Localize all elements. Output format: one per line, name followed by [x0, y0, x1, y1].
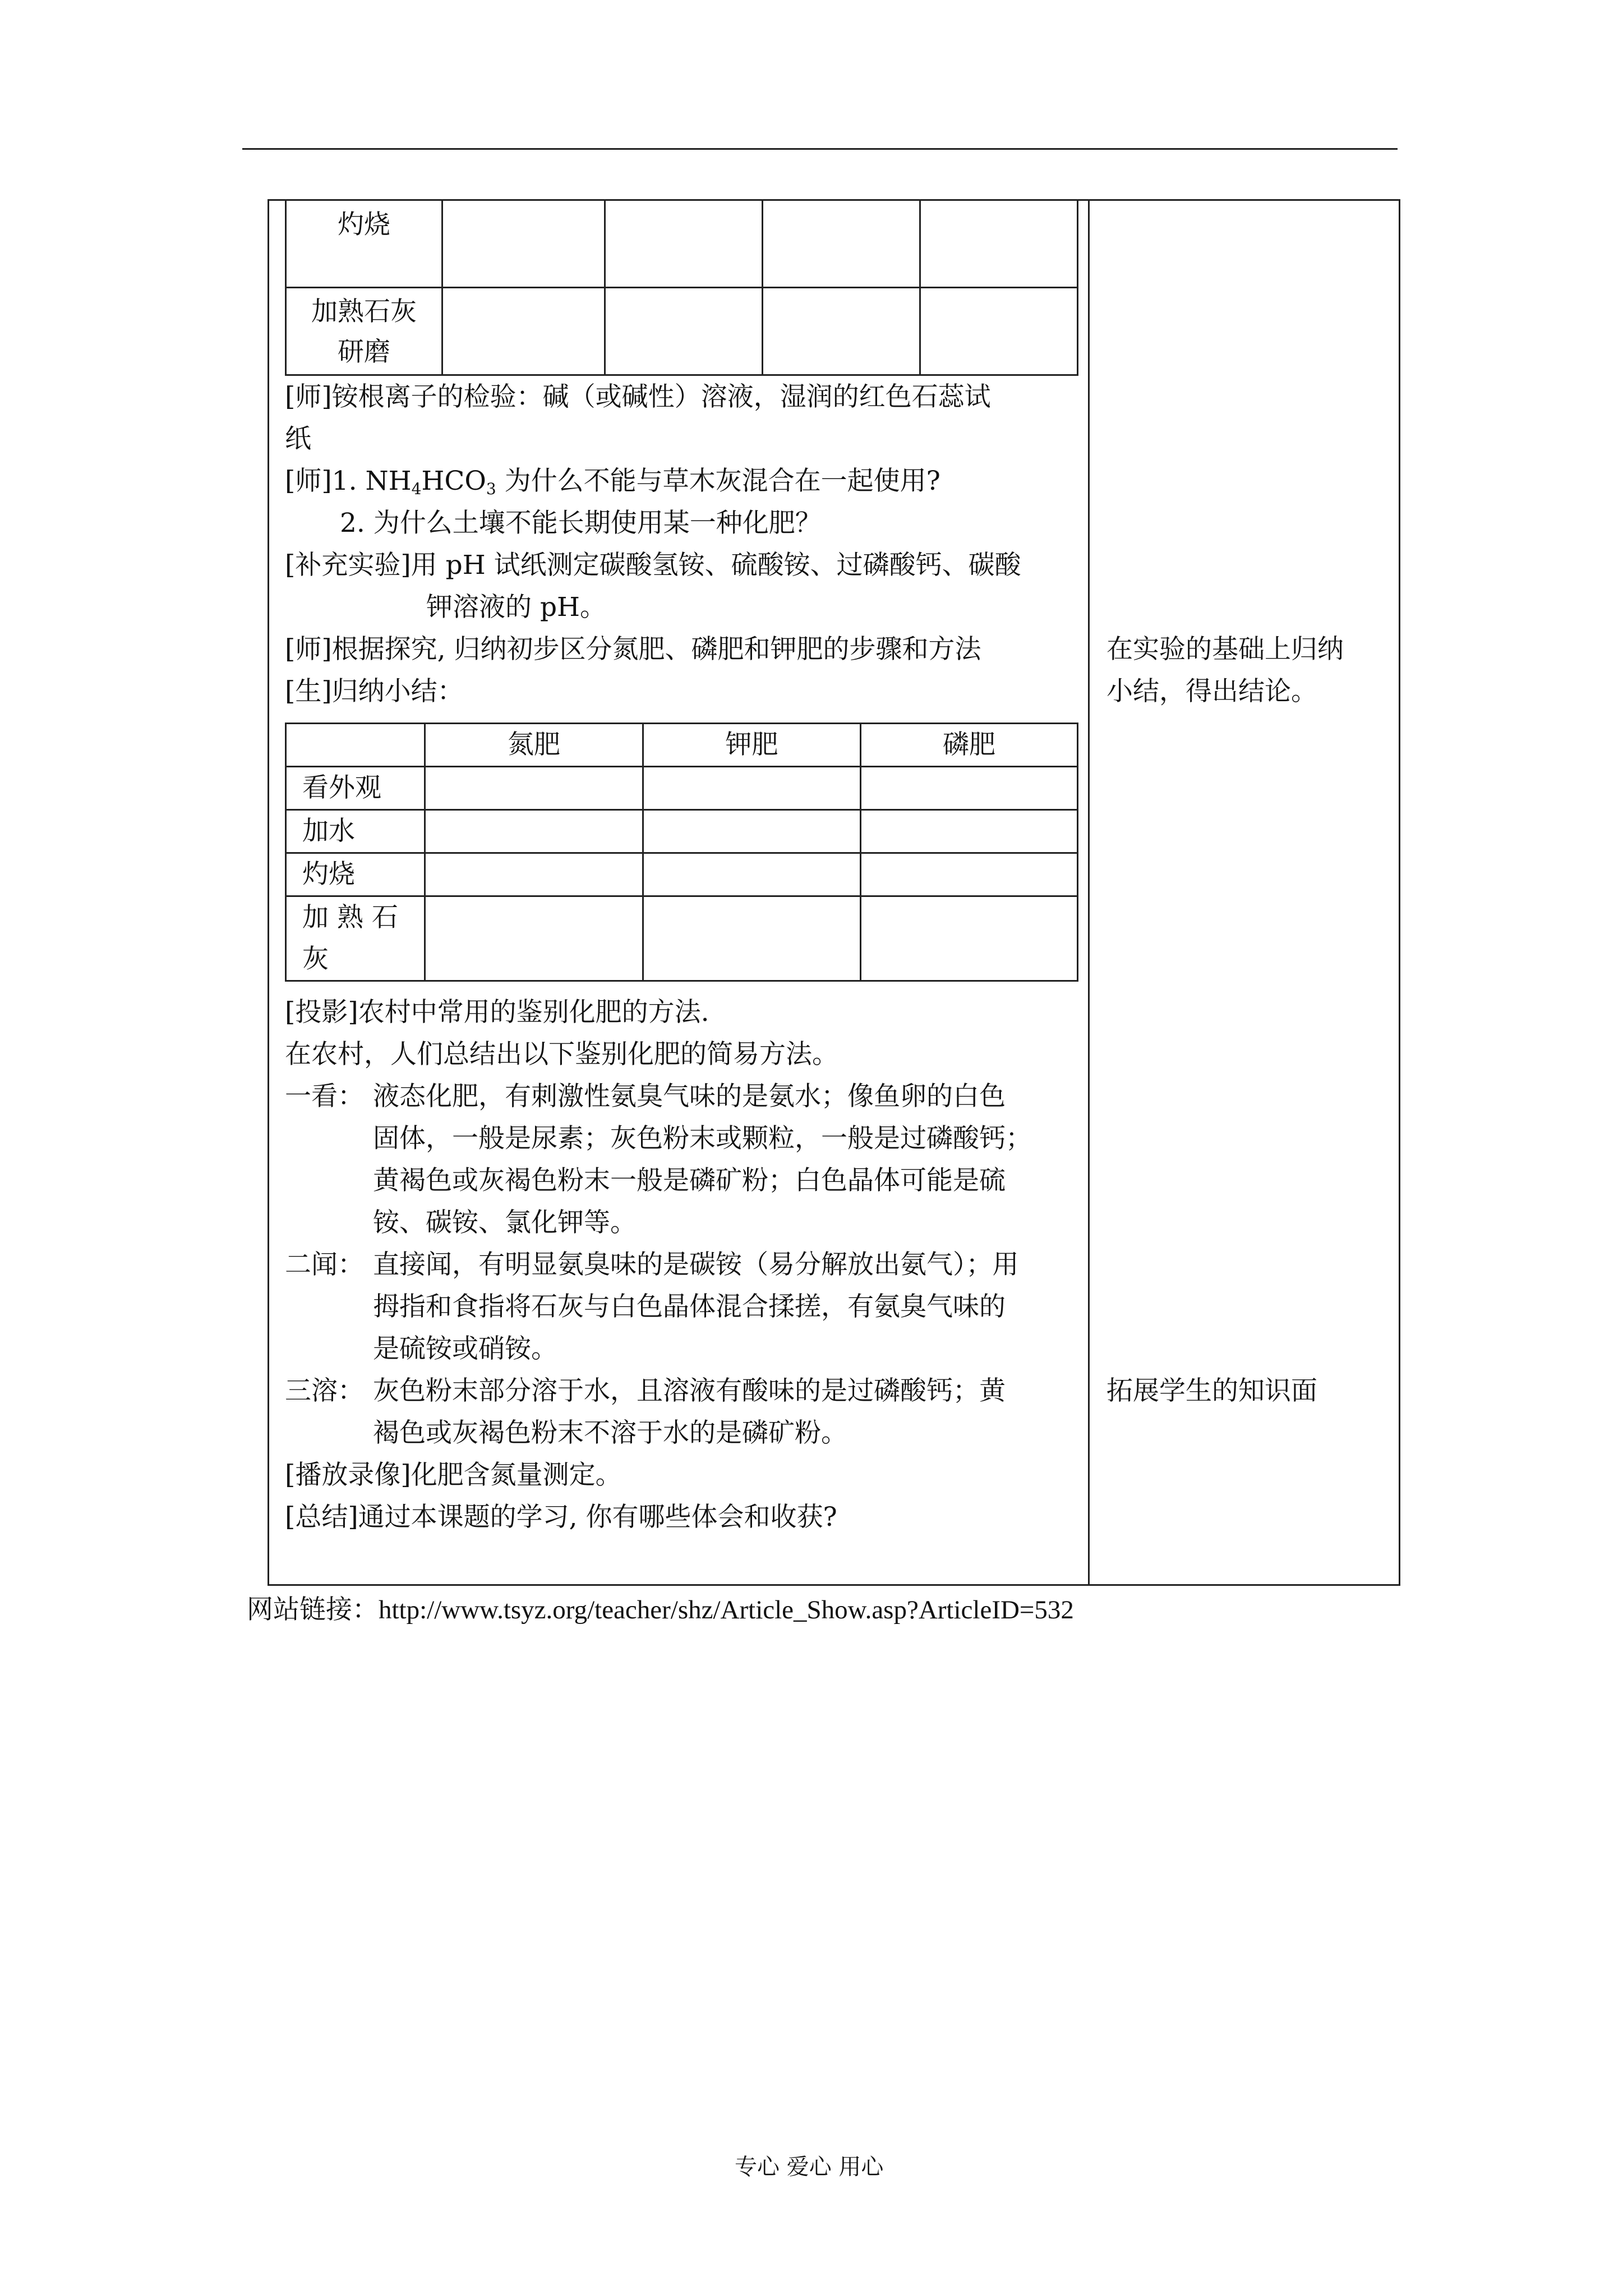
table-cell	[861, 767, 1078, 810]
table-cell	[763, 201, 920, 287]
method-dissolve-label: 三溶：	[285, 1375, 364, 1406]
method-smell-line: 拇指和食指将石灰与白色晶体混合揉搓，有氨臭气味的	[373, 1291, 1006, 1322]
method-smell-line: 是硫铵或硝铵。	[373, 1333, 557, 1364]
row-label-burn: 灼烧	[286, 853, 425, 896]
method-smell-label: 二闻：	[285, 1249, 364, 1280]
rural-intro: 在农村，人们总结出以下鉴别化肥的简易方法。	[285, 1039, 838, 1070]
supplementary-experiment: [补充实验]用 pH 试纸测定碳酸氢铵、硫酸铵、过磷酸钙、碳酸	[285, 550, 1021, 581]
table-cell	[425, 853, 643, 896]
table-cell	[425, 896, 643, 981]
ammonium-test-text: [师]铵根离子的检验：碱（或碱性）溶液，湿润的红色石蕊试	[285, 381, 991, 412]
student-summary: [生]归纳小结：	[285, 676, 464, 707]
table-row	[286, 810, 1078, 853]
projection-text: [投影]农村中常用的鉴别化肥的方法.	[285, 997, 709, 1028]
method-dissolve-line: 褐色或灰褐色粉末不溶于水的是磷矿粉。	[373, 1418, 847, 1448]
row-label-lime: 加 熟 石 灰	[286, 896, 425, 981]
method-look-label: 一看：	[285, 1081, 364, 1112]
website-link[interactable]	[247, 1596, 1074, 1624]
fertilizer-summary-table	[285, 723, 1078, 982]
experiment-table	[285, 201, 1078, 376]
website-link-url[interactable]: http://www.tsyz.org/teacher/shz/Article_Show.asp?ArticleID=532	[379, 1595, 1074, 1625]
header-phosphorus: 磷肥	[861, 724, 1078, 767]
video-text: [播放录像]化肥含氮量测定。	[285, 1460, 622, 1490]
method-smell-line: 直接闻，有明显氨臭味的是碳铵（易分解放出氨气）；用	[373, 1249, 1019, 1280]
row-label-burn: 灼烧	[286, 201, 442, 287]
table-cell	[643, 853, 861, 896]
header-rule	[242, 148, 1398, 150]
method-dissolve-line: 灰色粉末部分溶于水，且溶液有酸味的是过磷酸钙；黄	[373, 1375, 1006, 1406]
lesson-table	[268, 199, 1400, 1586]
table-cell	[425, 810, 643, 853]
table-cell	[861, 853, 1078, 896]
table-cell	[442, 287, 605, 375]
table-row	[286, 896, 1078, 981]
table-row	[286, 767, 1078, 810]
supplementary-experiment-cont: 钾溶液的 pH。	[426, 592, 607, 623]
table-cell	[442, 201, 605, 287]
ammonium-test-text-cont: 纸	[285, 424, 311, 454]
table-cell	[920, 201, 1078, 287]
table-cell	[605, 287, 763, 375]
column-divider	[1088, 201, 1090, 1584]
table-row	[286, 853, 1078, 896]
table-cell	[763, 287, 920, 375]
right-note-1-cont: 小结，得出结论。	[1106, 676, 1317, 707]
table-row	[286, 287, 1078, 375]
table-cell	[605, 201, 763, 287]
row-label-water: 加水	[286, 810, 425, 853]
method-look-line: 液态化肥，有刺激性氨臭气味的是氨水；像鱼卵的白色	[373, 1081, 1006, 1112]
table-cell	[643, 767, 861, 810]
table-cell	[861, 810, 1078, 853]
row-label-lime: 加熟石灰 研磨	[286, 287, 442, 375]
page-footer-motto: 专心 爱心 用心	[735, 2154, 884, 2180]
header-nitrogen: 氮肥	[425, 724, 643, 767]
method-look-line: 铵、碳铵、氯化钾等。	[373, 1207, 637, 1238]
table-cell	[920, 287, 1078, 375]
table-header-row	[286, 724, 1078, 767]
header-potassium: 钾肥	[643, 724, 861, 767]
table-cell	[643, 810, 861, 853]
table-cell	[643, 896, 861, 981]
header-cell	[286, 724, 425, 767]
conclusion-text: [总结]通过本课题的学习, 你有哪些体会和收获?	[285, 1502, 837, 1533]
right-note-1: 在实验的基础上归纳	[1106, 634, 1344, 665]
table-cell	[425, 767, 643, 810]
question-2: 2. 为什么土壤不能长期使用某一种化肥？	[340, 508, 822, 539]
website-link-label: 网站链接：	[247, 1595, 379, 1625]
method-look-line: 黄褐色或灰褐色粉末一般是磷矿粉；白色晶体可能是硫	[373, 1165, 1006, 1196]
right-note-2: 拓展学生的知识面	[1106, 1375, 1317, 1406]
table-cell	[861, 896, 1078, 981]
row-label-appearance: 看外观	[286, 767, 425, 810]
question-1: [师]1. $NH_4HCO_3$ 为什么不能与草木灰混合在一起使用?	[285, 466, 940, 498]
table-row	[286, 201, 1078, 287]
method-look-line: 固体，一般是尿素；灰色粉末或颗粒，一般是过磷酸钙；	[373, 1123, 1032, 1154]
teacher-summary: [师]根据探究, 归纳初步区分氮肥、磷肥和钾肥的步骤和方法	[285, 634, 981, 665]
